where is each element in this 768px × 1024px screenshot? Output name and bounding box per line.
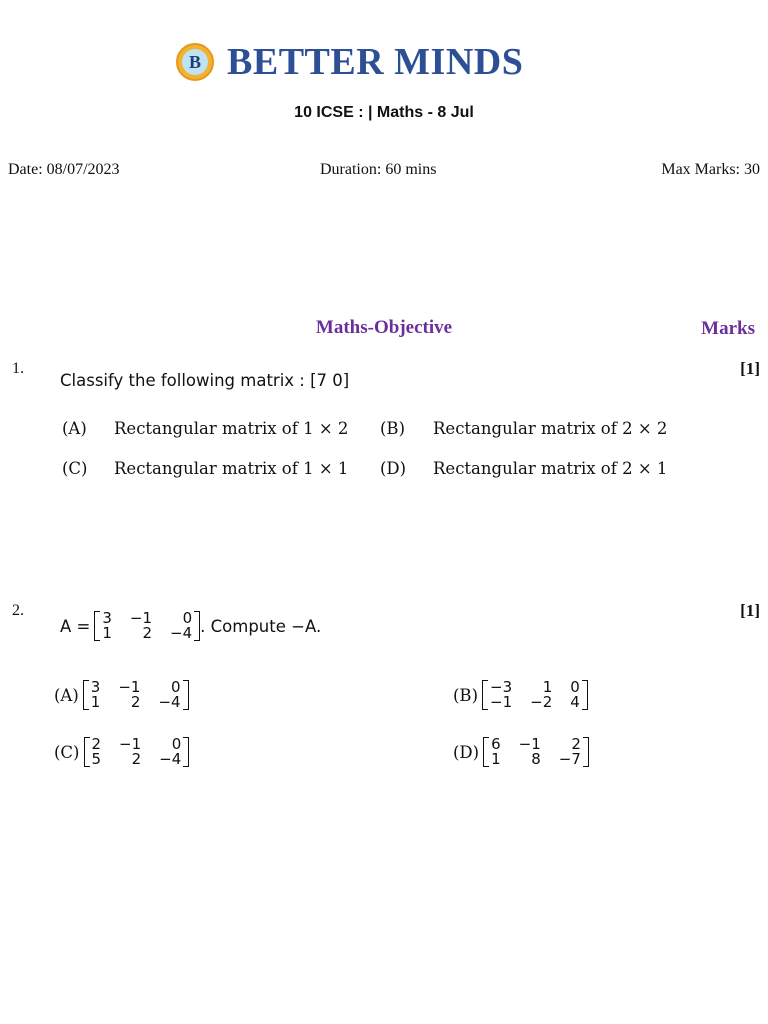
q2-option-d-label: (D) — [453, 742, 480, 762]
q2-option-c-label: (C) — [54, 742, 80, 762]
q1-option-a-label: (A) — [62, 419, 87, 438]
matrix-cells — [89, 680, 183, 710]
matrix-cells — [100, 611, 194, 641]
matrix-cells — [90, 737, 184, 767]
matrix-cell: 8 — [531, 750, 541, 768]
matrix-cell: −4 — [170, 624, 193, 642]
marks-column-header: Marks — [701, 318, 755, 339]
q1-option-b-label: (B) — [380, 419, 405, 438]
matrix-cell: 5 — [91, 750, 102, 768]
q1-option-c-label: (C) — [62, 459, 88, 478]
q2-option-c-matrix — [84, 737, 190, 767]
question-1-text: Classify the following matrix : [7 0] — [60, 371, 350, 390]
matrix-cell: −7 — [558, 750, 581, 768]
matrix-cell: 0 — [570, 678, 580, 696]
q1-option-d-label: (D) — [380, 459, 407, 478]
exam-date: Date: 08/07/2023 — [8, 161, 120, 178]
q2-option-b — [453, 680, 588, 710]
matrix-cell: 2 — [91, 735, 102, 753]
matrix-cell: 0 — [171, 678, 181, 696]
matrix-cells — [489, 737, 583, 767]
matrix-cell: −1 — [490, 693, 513, 711]
question-1-number: 1. — [12, 360, 24, 377]
exam-duration: Duration: 60 mins — [320, 161, 437, 178]
bracket-right — [582, 680, 588, 710]
brand-name: BETTER MINDS — [227, 41, 524, 83]
matrix-cell: 2 — [142, 624, 153, 642]
matrix-cell: 3 — [102, 609, 112, 627]
q2-option-b-label: (B) — [453, 685, 478, 705]
matrix-cell: 6 — [491, 735, 501, 753]
matrix-cell: 2 — [130, 693, 141, 711]
q1-option-d-text: Rectangular matrix of 2 × 1 — [433, 459, 668, 478]
bracket-right — [183, 680, 189, 710]
matrix-cell: 1 — [90, 693, 101, 711]
matrix-cell: 1 — [491, 750, 501, 768]
exam-subtitle: 10 ICSE : | Maths - 8 Jul — [294, 104, 474, 121]
matrix-cell: 2 — [571, 735, 581, 753]
question-2-number: 2. — [12, 602, 24, 619]
logo-letter: B — [182, 49, 208, 75]
q2-prefix: A = — [60, 616, 91, 636]
q2-option-a-matrix — [83, 680, 189, 710]
q2-option-d — [453, 737, 589, 767]
q2-option-a-label: (A) — [54, 685, 79, 705]
matrix-cell: −4 — [158, 693, 181, 711]
matrix-cell: −1 — [119, 735, 142, 753]
q2-option-c — [54, 737, 189, 767]
matrix-cell: −3 — [490, 678, 513, 696]
q2-option-b-matrix — [482, 680, 588, 710]
matrix-cell: −1 — [518, 735, 541, 753]
matrix-cell: 4 — [570, 693, 580, 711]
brand-header — [176, 40, 523, 84]
matrix-cells — [488, 680, 582, 710]
question-1-marks: [1] — [740, 359, 760, 378]
q2-matrix — [94, 611, 200, 641]
logo-icon — [176, 43, 214, 81]
matrix-cell: 3 — [90, 678, 101, 696]
matrix-cell: −2 — [530, 693, 553, 711]
matrix-cell: 1 — [102, 624, 112, 642]
bracket-right — [183, 737, 189, 767]
q2-option-d-matrix — [483, 737, 589, 767]
q2-suffix: . Compute −A. — [200, 616, 322, 636]
matrix-cell: 2 — [131, 750, 142, 768]
matrix-cell: 1 — [542, 678, 553, 696]
question-2-text — [60, 611, 321, 641]
q1-option-b-text: Rectangular matrix of 2 × 2 — [433, 419, 668, 438]
matrix-cell: −1 — [129, 609, 153, 627]
q1-option-c-text: Rectangular matrix of 1 × 1 — [114, 459, 349, 478]
exam-max-marks: Max Marks: 30 — [661, 161, 760, 178]
q1-option-a-text: Rectangular matrix of 1 × 2 — [114, 419, 349, 438]
section-title: Maths-Objective — [315, 317, 453, 338]
question-2-marks: [1] — [740, 601, 760, 620]
matrix-cell: 0 — [171, 735, 182, 753]
matrix-cell: −4 — [159, 750, 182, 768]
matrix-cell: −1 — [118, 678, 141, 696]
q2-option-a — [54, 680, 189, 710]
bracket-right — [583, 737, 589, 767]
matrix-cell: 0 — [182, 609, 193, 627]
